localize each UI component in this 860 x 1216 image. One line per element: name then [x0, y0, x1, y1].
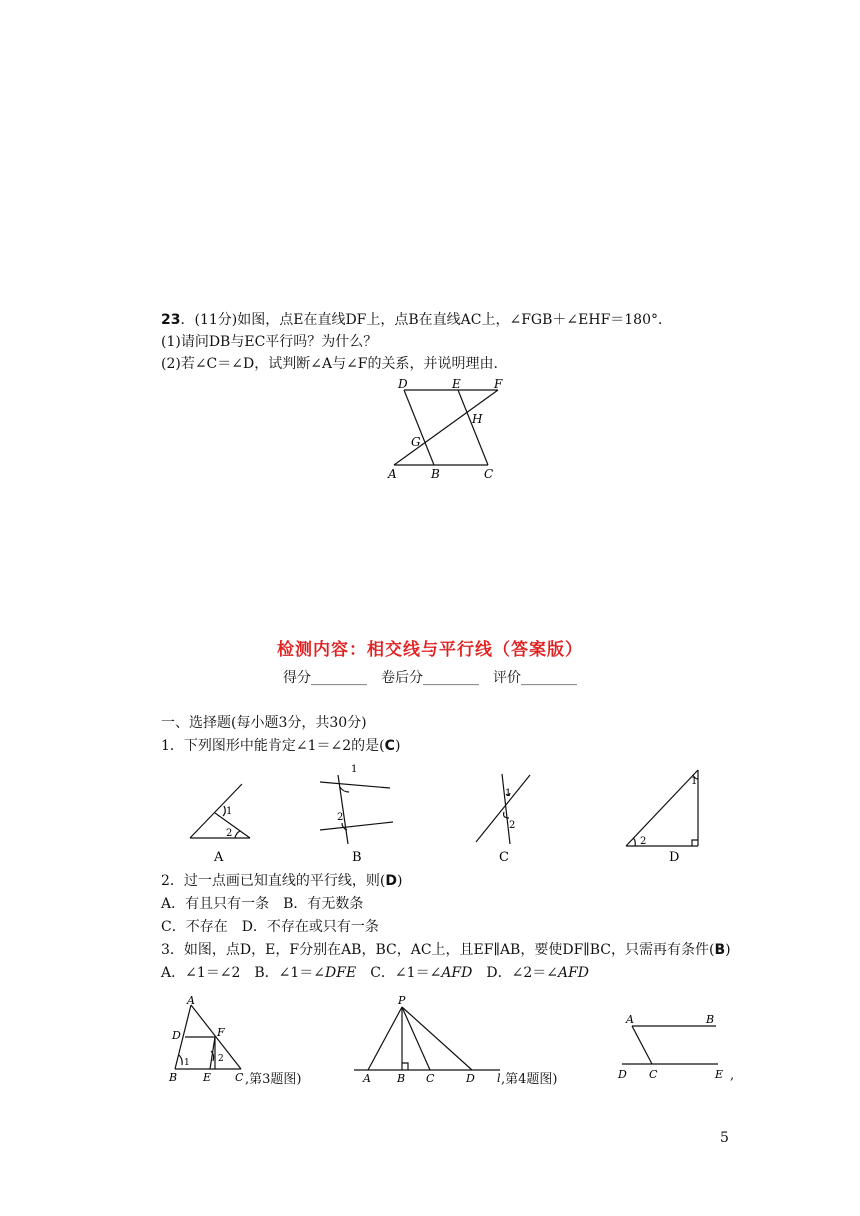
- q1a-angle2: 2: [226, 828, 233, 839]
- label-D: D: [398, 377, 408, 391]
- q1b-angle2: 2: [337, 812, 344, 823]
- fig4-B: B: [397, 1072, 406, 1085]
- q1-figures: [180, 764, 720, 868]
- q1-option-c: C: [499, 850, 509, 865]
- q2-options-cd: C．不存在 D．不存在或只有一条: [161, 919, 379, 935]
- q3-options: A．∠1＝∠2 B．∠1＝∠DFE C．∠1＝∠AFD D．∠2＝∠AFD: [161, 965, 590, 981]
- fig3-caption: ,第3题图): [245, 1072, 302, 1087]
- fig5-C: C: [649, 1068, 658, 1081]
- q23-number: 23: [161, 312, 181, 328]
- fig4-D: D: [466, 1072, 475, 1085]
- q1d-angle1: 1: [691, 776, 698, 787]
- fig3-A: A: [187, 994, 195, 1007]
- q1c-angle1: 1: [505, 788, 512, 799]
- fig5-A: A: [626, 1013, 634, 1026]
- q1-option-a: A: [214, 850, 224, 865]
- label-E: E: [452, 377, 461, 391]
- q1-option-d: D: [669, 850, 680, 865]
- fig5-D: D: [618, 1068, 627, 1081]
- fig4-A: A: [363, 1072, 371, 1085]
- line-EC: [458, 390, 488, 465]
- fig3-E: E: [203, 1071, 212, 1084]
- section1-heading: 一、选择题(每小题3分，共30分): [161, 715, 367, 731]
- score-line: 得分________ 卷后分________ 评价________: [283, 670, 577, 686]
- fig4-l: l: [497, 1072, 501, 1085]
- q2-answer: D: [385, 873, 397, 889]
- fig3-angle2: 2: [218, 1054, 224, 1064]
- fig3-C: C: [235, 1071, 244, 1084]
- q23-part1: (1)请问DB与EC平行吗？为什么？: [161, 334, 378, 350]
- fig4: [350, 993, 510, 1083]
- label-F: F: [494, 377, 503, 391]
- q1b-angle1: 1: [351, 764, 358, 775]
- label-C: C: [484, 467, 494, 481]
- line-AF: [394, 390, 498, 465]
- fig5: [612, 1010, 732, 1080]
- label-G: G: [411, 435, 421, 449]
- q1-stem: 1．下列图形中能肯定∠1＝∠2的是(C): [161, 738, 401, 754]
- q23-figure: [380, 378, 510, 484]
- line-DB: [404, 390, 434, 465]
- fig4-C: C: [426, 1072, 435, 1085]
- q23-part2: (2)若∠C＝∠D，试判断∠A与∠F的关系，并说明理由.: [161, 356, 498, 372]
- q1c-angle2: 2: [509, 820, 516, 831]
- fig5-B: B: [706, 1013, 715, 1026]
- q1-answer: C: [384, 738, 395, 754]
- fig3-F: F: [217, 1026, 225, 1039]
- q1-option-b: B: [352, 850, 362, 865]
- answer-section-title: 检测内容：相交线与平行线（答案版）: [277, 640, 583, 660]
- fig3-D: D: [172, 1029, 181, 1042]
- fig5-trailing-comma: ,: [730, 1068, 735, 1083]
- q1a-angle1: 1: [226, 806, 233, 817]
- label-H: H: [472, 412, 483, 426]
- fig3: [165, 993, 255, 1083]
- fig4-P: P: [398, 994, 406, 1007]
- q2-stem: 2．过一点画已知直线的平行线，则(D): [161, 873, 403, 889]
- fig3-angle1: 1: [184, 1058, 190, 1068]
- q1d-angle2: 2: [640, 836, 647, 847]
- fig4-caption: ,第4题图): [501, 1072, 558, 1087]
- label-A: A: [388, 467, 397, 481]
- label-B: B: [431, 467, 440, 481]
- q23-stem: 23．(11分)如图，点E在直线DF上，点B在直线AC上，∠FGB＋∠EHF＝180°．: [161, 312, 673, 328]
- page-number: 5: [720, 1130, 729, 1146]
- q3-answer: B: [714, 942, 726, 958]
- q3-stem: 3．如图，点D，E，F分别在AB，BC，AC上，且EF∥AB，要使DF∥BC，只需再有条件(B): [161, 942, 731, 958]
- fig3-B: B: [169, 1071, 178, 1084]
- fig5-E: E: [715, 1068, 724, 1081]
- q2-options-ab: A．有且只有一条 B．有无数条: [161, 896, 364, 912]
